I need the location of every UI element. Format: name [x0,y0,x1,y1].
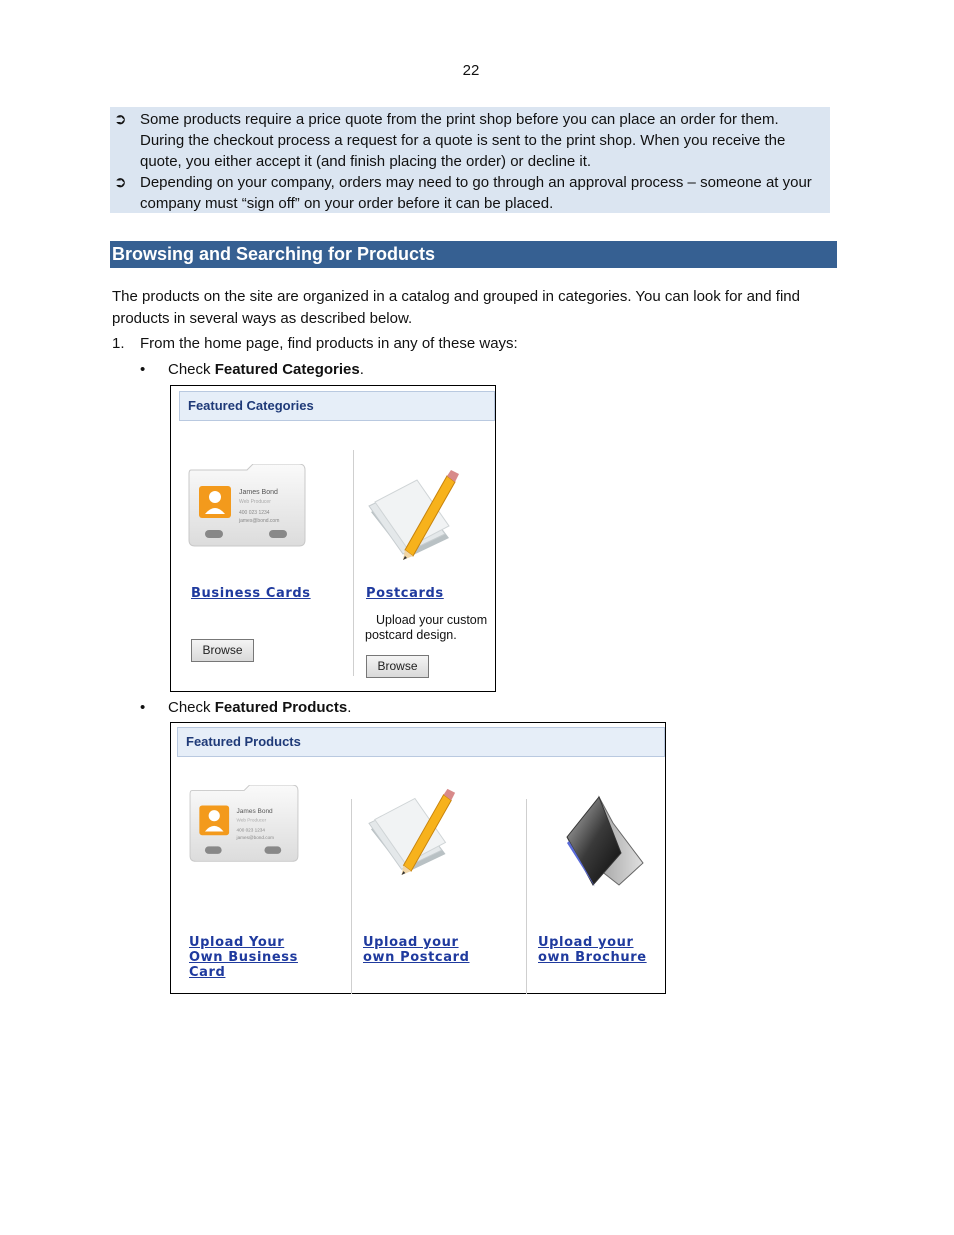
postcards-description-line2: postcard design. [365,628,457,642]
bullet-bold: Featured Categories [214,361,360,378]
upload-business-card-link-line3[interactable]: Card [189,965,226,980]
brochure-icon [563,793,647,889]
svg-text:Web Producer: Web Producer [236,817,267,823]
note-text: Depending on your company, orders may need to go through an approval process – someone at your company must “sign off” on your order before it can be placed. [140,174,812,212]
page-number: 22 [462,62,480,79]
bullet-suffix: . [347,699,352,716]
note-box [110,107,830,213]
upload-postcard-link-line2[interactable]: own Postcard [363,950,470,965]
step-text: From the home page, find products in any of these ways: [140,335,518,352]
column-divider [353,450,354,676]
bullet-icon: • [140,361,146,378]
bullet-prefix: Check [168,361,215,378]
browse-business-cards-button[interactable]: Browse [191,639,254,662]
postcard-pencil-icon [367,468,463,560]
postcards-link[interactable]: Postcards [366,586,444,601]
upload-brochure-link-line1[interactable]: Upload your [538,935,634,950]
right-arrow-icon: ➲ [114,110,127,128]
svg-text:James Bond: James Bond [239,489,278,496]
svg-text:Web Producer: Web Producer [239,499,271,505]
svg-text:james@bond.com: james@bond.com [239,518,280,524]
bullet-prefix: Check [168,699,215,716]
svg-text:James Bond: James Bond [236,807,273,815]
column-divider [351,799,352,994]
browse-postcards-button[interactable]: Browse [366,655,429,678]
panel-title: Featured Categories [179,391,495,421]
upload-brochure-link-line2[interactable]: own Brochure [538,950,647,965]
svg-text:400 023 1234: 400 023 1234 [236,827,265,833]
bullet-icon: • [140,699,146,716]
postcard-pencil-icon [367,787,459,875]
section-heading: Browsing and Searching for Products [110,241,837,268]
featured-products-panel [170,722,666,994]
upload-business-card-link-line2[interactable]: Own Business [189,950,298,965]
featured-categories-panel [170,385,496,692]
upload-business-card-link-line1[interactable]: Upload Your [189,935,285,950]
upload-postcard-link-line1[interactable]: Upload your [363,935,459,950]
right-arrow-icon: ➲ [114,173,127,191]
bullet-bold: Featured Products [214,699,348,716]
postcards-description-line1: Upload your custom [376,613,488,627]
business-cards-link[interactable]: Business Cards [191,586,311,601]
svg-text:400 023 1234: 400 023 1234 [239,510,270,516]
business-card-icon [184,785,304,865]
column-divider [526,799,527,994]
step-number: 1. [112,335,125,352]
panel-title: Featured Products [177,727,665,757]
intro-paragraph: The products on the site are organized in a catalog and grouped in categories. You can look for and find products in several ways as described below. [112,288,800,327]
business-card-icon [187,464,307,550]
svg-text:james@bond.com: james@bond.com [236,834,275,840]
note-text: Some products require a price quote from the print shop before you can place an order for them. During the checkout process a request for a quote is sent to the print shop. When you receive the quote, you either accept it (and finish placing the order) or decline it. [140,111,786,170]
bullet-suffix: . [359,361,364,378]
